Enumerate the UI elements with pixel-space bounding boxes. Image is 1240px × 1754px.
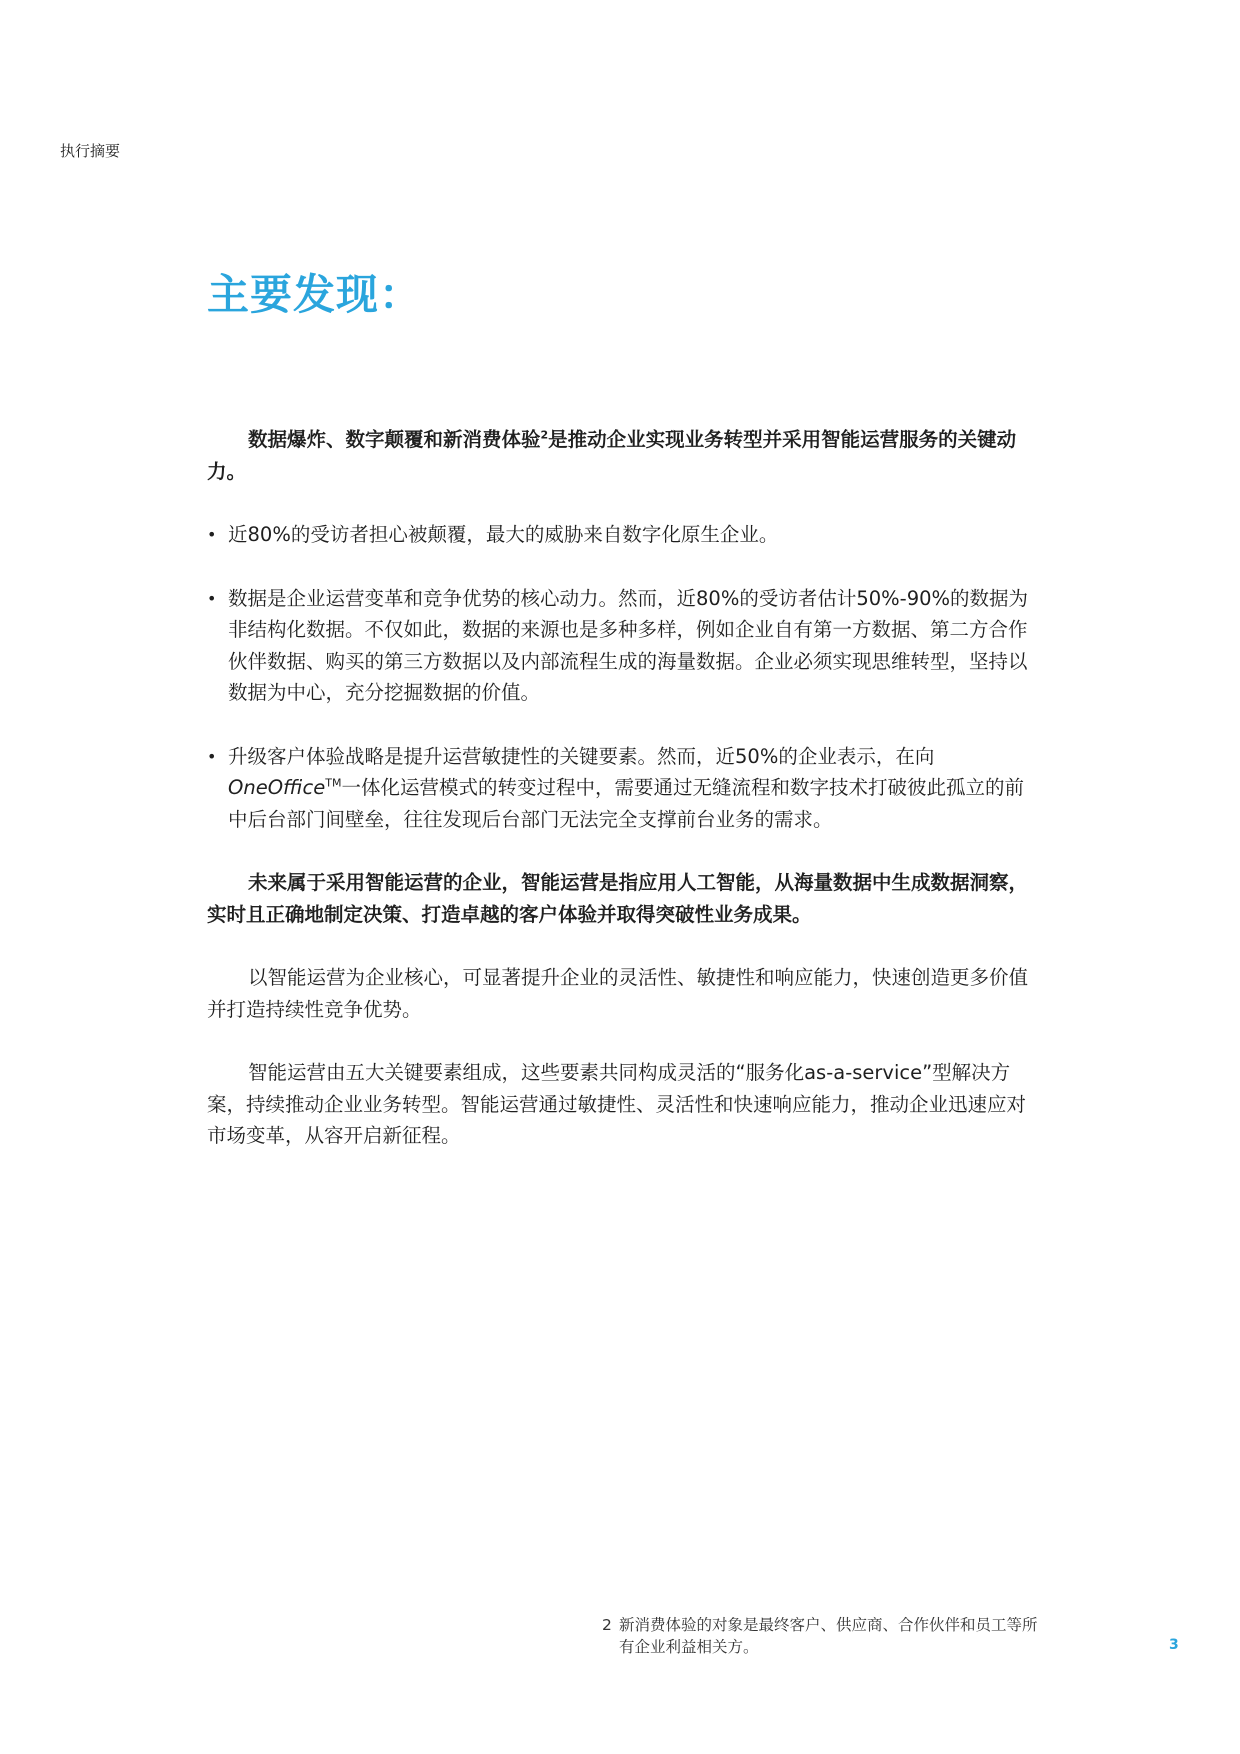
trademark: TM <box>325 776 342 790</box>
bullet-dot: • <box>207 746 217 766</box>
future-paragraph: 未来属于采用智能运营的企业，智能运营是指应用人工智能，从海量数据中生成数据洞察，实时且正确地制定决策、打造卓越的客户体验并取得突破性业务成果。 <box>207 871 1029 926</box>
bullet-text-b: 一体化运营模式的转变过程中，需要通过无缝流程和数字技术打破彼此孤立的前中后台部门间壁垒，往往发现后台部门无法完全支撑前台业务的需求。 <box>228 776 1024 831</box>
bullet-text: 近80%的受访者担心被颠覆，最大的威胁来自数字化原生企业。 <box>228 523 779 546</box>
bullet-text-a: 升级客户体验战略是提升运营敏捷性的关键要素。然而，近50%的企业表示，在向 <box>228 744 935 768</box>
footnote-ref: 2 <box>540 428 549 442</box>
intro-text-b: 是推动企业实现业务转型并采用智能运营服务的关键动力。 <box>207 428 1017 483</box>
body-paragraph-1: 以智能运营为企业核心，可显著提升企业的灵活性、敏捷性和响应能力，快速创造更多价值并打造持续性竞争优势。 <box>207 966 1029 1021</box>
intro-text-a: 数据爆炸、数字颠覆和新消费体验 <box>248 428 541 451</box>
main-content <box>207 424 1042 1152</box>
page-title: 主要发现： <box>207 270 423 319</box>
bullet-item-1 <box>207 519 1042 551</box>
intro-paragraph <box>207 424 1042 487</box>
footnote-number: 2 <box>602 1616 612 1634</box>
bullet-dot: • <box>207 525 217 544</box>
section-header: 执行摘要 <box>60 142 121 160</box>
footnote <box>602 1614 1042 1658</box>
bullet-text: 数据是企业运营变革和竞争优势的核心动力。然而，近80%的受访者估计50%-90%的数据为非结构化数据。不仅如此，数据的来源也是多种多样，例如企业自有第一方数据、第二方合作伙伴数据、购买的第三方数据以及内部流程生成的海量数据。企业必须实现思维转型，坚持以数据为中心，充分挖掘数据的价值。 <box>228 586 1029 704</box>
brand-name: OneOffice <box>228 776 326 799</box>
footnote-text: 新消费体验的对象是最终客户、供应商、合作伙伴和员工等所有企业利益相关方。 <box>619 1616 1038 1656</box>
body-paragraph-2: 智能运营由五大关键要素组成，这些要素共同构成灵活的“服务化as-a-service”型解决方案，持续推动企业业务转型。智能运营通过敏捷性、灵活性和快速响应能力，推动企业迅速应对市场变革，从容开启新征程。 <box>207 1061 1027 1147</box>
bullet-item-2 <box>207 583 1042 709</box>
bullet-dot: • <box>207 588 217 608</box>
bullet-item-3 <box>207 741 1042 836</box>
page-number: 3 <box>1169 1637 1179 1653</box>
